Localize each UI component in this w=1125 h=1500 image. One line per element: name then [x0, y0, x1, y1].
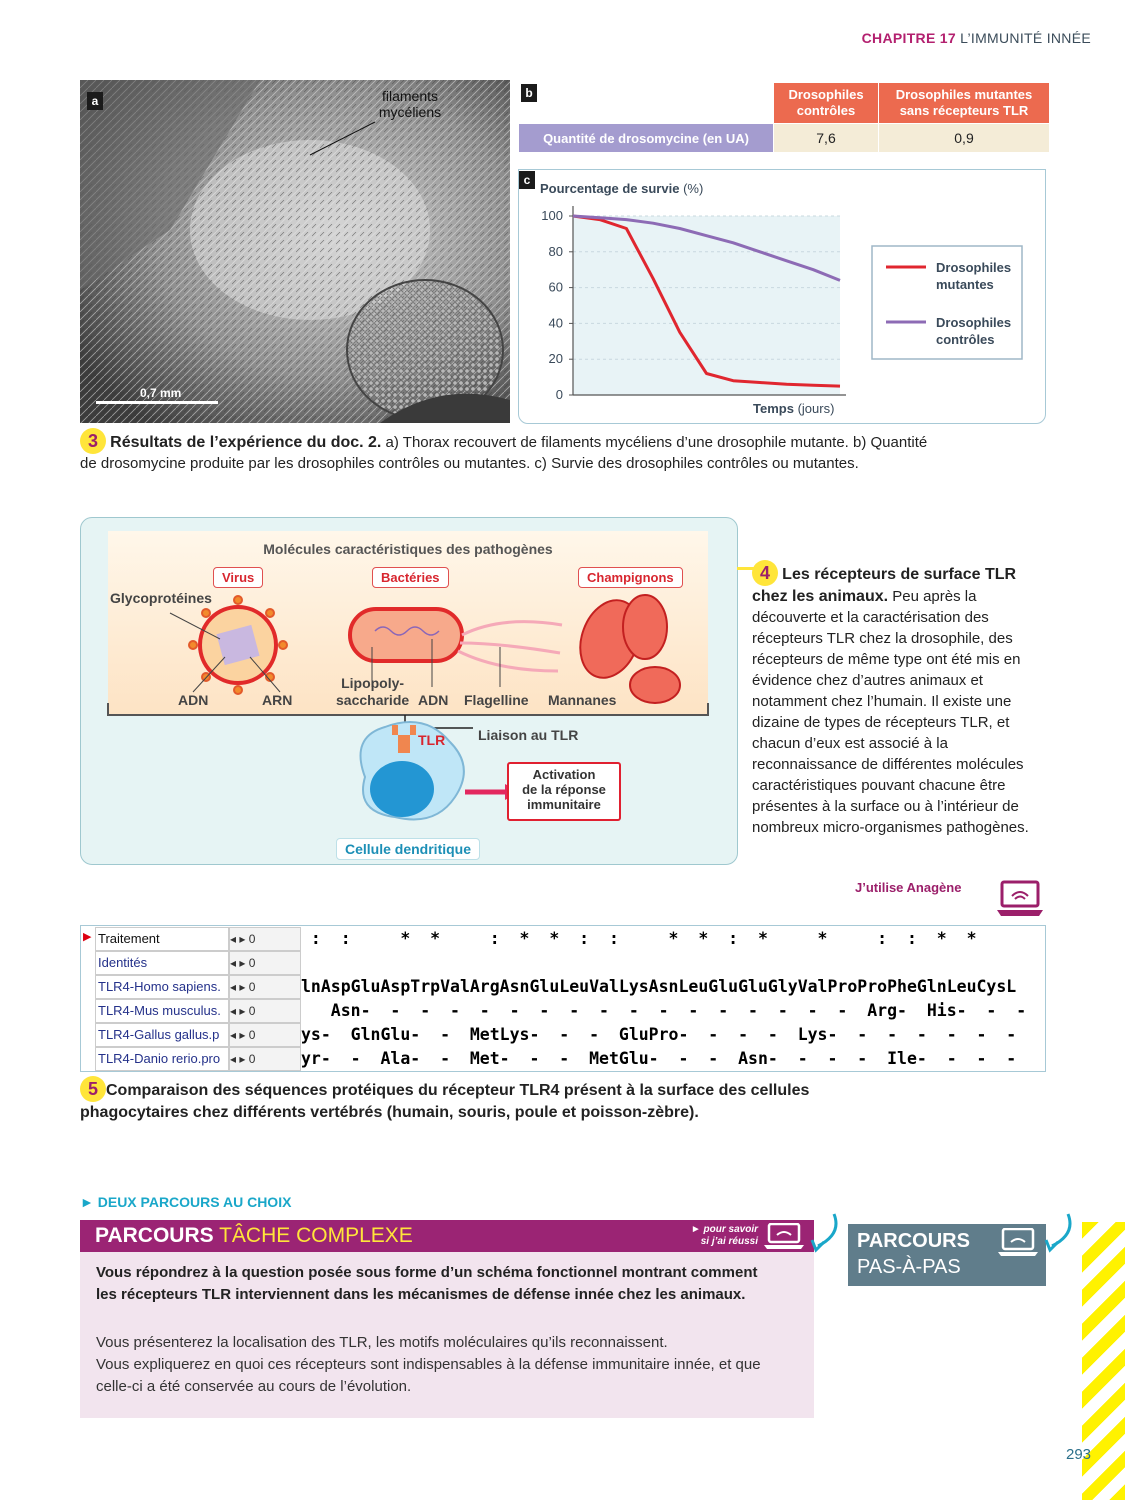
seq-control[interactable]: ◂ ▸ 0	[229, 975, 301, 999]
chart-xlabel	[753, 401, 834, 416]
tlr-label: TLR	[418, 732, 446, 748]
lps-line2: saccharide	[336, 692, 410, 708]
photo-label-line1: filaments	[381, 88, 439, 104]
seq-control-value: 0	[248, 1004, 256, 1018]
seq-text: Asn- - - - - - - - - - - - - - - - - Arg- His- - -	[301, 1001, 1027, 1020]
seq-row-gallus	[81, 1023, 1041, 1047]
parcours-complexe-body	[80, 1252, 814, 1418]
col2-line2: sans récepteurs TLR	[899, 103, 1029, 118]
pour-savoir[interactable]	[691, 1224, 758, 1248]
scale-label: 0,7 mm	[140, 386, 182, 400]
seq-control[interactable]: ◂ ▸ 0	[229, 951, 301, 975]
parcours-question: Vous répondrez à la question posée sous forme d’un schéma fonctionnel montrant comment les récepteurs TLR interviennent dans les mécanismes de défense innée chez les animaux.	[96, 1264, 758, 1303]
table-col-controles	[774, 83, 879, 124]
parcours-complexe-header	[80, 1220, 814, 1252]
pap-line2: PAS-À-PAS	[857, 1256, 961, 1278]
seq-row-identites	[81, 951, 1041, 975]
tache-complexe: TÂCHE COMPLEXE	[219, 1224, 413, 1247]
pour-savoir-l2: si j’ai réussi	[700, 1236, 758, 1247]
link-arrow-icon	[1040, 1210, 1076, 1254]
col2-line1: Drosophiles mutantes	[895, 87, 1033, 102]
dendritic-cell-label: Cellule dendritique	[336, 838, 480, 860]
seq-control-value: 0	[248, 1052, 256, 1066]
caption-5	[80, 1076, 1060, 1123]
seq-control[interactable]: ◂ ▸ 0	[229, 999, 301, 1023]
text-4-number: 4	[752, 560, 778, 586]
fungi-label: Champignons	[578, 567, 683, 588]
seq-name[interactable]: TLR4-Danio rerio.pro	[95, 1047, 229, 1071]
lps-line1: Lipopoly-	[341, 675, 405, 691]
sem-photo-drawing	[80, 80, 510, 423]
y-tick-label: 40	[548, 315, 563, 331]
fungi-icon	[570, 592, 680, 703]
seq-row-mus	[81, 999, 1041, 1023]
lps-label	[336, 675, 409, 709]
caption-3-title: Résultats de l’expérience du doc. 2.	[110, 434, 382, 451]
photo-label-pointer	[300, 120, 380, 160]
caption-5-number: 5	[80, 1076, 106, 1102]
legend-mutantes-l1: Drosophiles	[936, 260, 1012, 275]
table-value-controles: 7,6	[774, 124, 879, 153]
row-pointer-icon: ▶	[83, 931, 92, 943]
link-arrow-icon	[806, 1210, 842, 1254]
caption-3-number: 3	[80, 428, 106, 454]
flagelline-label: Flagelline	[464, 692, 529, 708]
pap-line1: PARCOURS	[857, 1230, 970, 1252]
chart-xlabel-unit: (jours)	[797, 401, 835, 416]
sem-photo	[80, 80, 510, 423]
photo-label	[370, 88, 450, 120]
text-4-heading: Les récepteurs de surface TLR chez les animaux.	[752, 566, 1017, 605]
seq-name[interactable]: TLR4-Homo sapiens.	[95, 975, 229, 999]
y-tick-label: 0	[555, 387, 563, 402]
table-row-label: Quantité de drosomycine (en UA)	[519, 124, 774, 153]
activation-box	[507, 762, 621, 821]
table-corner	[519, 83, 774, 124]
seq-control-value: 0	[248, 956, 256, 970]
adn-virus-label: ADN	[178, 692, 209, 708]
chart-plot-area	[541, 206, 846, 402]
seq-control-value: 0	[248, 980, 256, 994]
col1-line2: contrôles	[796, 103, 856, 118]
parcours-complexe-title	[95, 1224, 413, 1248]
legend-mutantes-l2: mutantes	[936, 277, 994, 292]
seq-control[interactable]: ◂ ▸ 0	[229, 1047, 301, 1071]
virus-icon	[170, 596, 287, 694]
mannanes-label: Mannanes	[548, 692, 617, 708]
parcours-detail2: Vous expliquerez en quoi ces récepteurs sont indispensables à la défense immunitaire innée, et que celle-ci a été conservée au cours de l’évolution.	[96, 1356, 761, 1395]
page-number: 293	[1066, 1446, 1092, 1463]
table-value-mutantes: 0,9	[879, 124, 1050, 153]
virus-label: Virus	[213, 567, 263, 588]
seq-control-value: 0	[248, 1028, 256, 1042]
chapter-number: CHAPITRE 17	[861, 30, 956, 46]
chart-ylabel-text: Pourcentage de survie	[540, 181, 680, 196]
scale-bar	[96, 401, 218, 404]
parcours-detail1: Vous présenterez la localisation des TLR, les motifs moléculaires qu’ils reconnaissent.	[96, 1334, 668, 1351]
parcours-choice: ► DEUX PARCOURS AU CHOIX	[80, 1194, 292, 1210]
chapter-title: L’IMMUNITÉ INNÉE	[960, 30, 1091, 46]
photo-label-line2: mycéliens	[378, 104, 442, 120]
liaison-label: Liaison au TLR	[478, 727, 579, 743]
laptop-icon	[997, 880, 1043, 918]
chart-ylabel	[540, 181, 703, 196]
seq-control[interactable]: ◂ ▸ 0	[229, 927, 301, 951]
parcours-details	[96, 1332, 796, 1398]
legend-controles-l1: Drosophiles	[936, 315, 1012, 330]
legend-controles-l2: contrôles	[936, 332, 995, 347]
chart-xlabel-text: Temps	[753, 401, 794, 416]
chart-tag: c	[519, 171, 535, 189]
parcours-word: PARCOURS	[95, 1224, 214, 1247]
table-tag: b	[521, 84, 537, 102]
photo-tag: a	[87, 92, 103, 110]
y-tick-label: 60	[548, 279, 563, 295]
seq-text: : : * * : * * : : * * : * * : : * *	[301, 929, 977, 948]
adn-bacteria-label: ADN	[418, 692, 449, 708]
seq-name[interactable]: Traitement	[95, 927, 229, 951]
activation-line1: Activation	[532, 767, 596, 782]
y-tick-label: 20	[548, 351, 563, 367]
parcours-pas-a-pas[interactable]	[848, 1224, 1046, 1286]
laptop-icon[interactable]	[998, 1228, 1038, 1256]
y-tick-label: 100	[541, 208, 563, 223]
seq-row-homo	[81, 975, 1041, 999]
seq-control-value: 0	[248, 932, 256, 946]
arn-label: ARN	[262, 692, 293, 708]
pathogen-title: Molécules caractéristiques des pathogènes	[263, 541, 553, 557]
anagene-label: J’utilise Anagène	[855, 880, 962, 895]
seq-name[interactable]: TLR4-Mus musculus.	[95, 999, 229, 1023]
bacteria-label: Bactéries	[372, 567, 449, 588]
caption-5-line1: Comparaison des séquences protéiques du récepteur TLR4 présent à la surface des cellules	[106, 1082, 810, 1099]
caption-3	[80, 428, 1060, 474]
seq-row-traitement	[81, 927, 1041, 951]
seq-name[interactable]: Identités	[95, 951, 229, 975]
seq-name[interactable]: TLR4-Gallus gallus.p	[95, 1023, 229, 1047]
caption-5-line2: phagocytaires chez différents vertébrés (humain, souris, poule et poisson-zèbre).	[80, 1104, 699, 1121]
laptop-icon[interactable]	[764, 1223, 804, 1249]
text-4-body: Peu après la découverte et la caractérisation des récepteurs TLR chez la drosophile, des récepteurs de même type ont été mis en évidence chez d’autres animaux et notamment chez l’humain. Il existe une dizaine de types de récepteurs TLR, et chacun d’eux est associé à la reconnaissance de différentes molécules caractéristiques pouvant chacune être présentes à la surface ou à l’intérieur de nombreux micro-organismes pathogènes.	[752, 588, 1029, 836]
drosomycine-table	[518, 82, 1050, 153]
caption-3-text1: a) Thorax recouvert de filaments mycéliens d’une drosophile mutante. b) Quantité	[381, 434, 928, 451]
seq-text: yr- - Ala- - Met- - - MetGlu- - - Asn- - - - Ile- - - -	[301, 1049, 1017, 1068]
chapter-header	[862, 30, 1091, 46]
seq-text: lnAspGluAspTrpValArgAsnGluLeuValLysAsnLeuGluGluGlyValProProPheGlnLeuCysL	[301, 977, 1017, 996]
survival-chart	[518, 169, 1044, 422]
col1-line1: Drosophiles	[788, 87, 864, 102]
seq-row-danio	[81, 1047, 1041, 1071]
seq-control[interactable]: ◂ ▸ 0	[229, 1023, 301, 1047]
activation-line2: de la réponse	[522, 782, 606, 797]
text-4	[752, 560, 1052, 838]
table-col-mutantes	[879, 83, 1050, 124]
dendritic-cell-icon	[361, 722, 464, 820]
seq-text: ys- GlnGlu- - MetLys- - - GluPro- - - - Lys- - - - - - -	[301, 1025, 1017, 1044]
y-tick-label: 80	[548, 243, 563, 259]
caption-3-text2: de drosomycine produite par les drosophiles contrôles ou mutantes. c) Survie des drosophiles contrôles ou mutantes.	[80, 455, 859, 472]
activation-line3: immunitaire	[527, 797, 601, 812]
glyco-label: Glycoprotéines	[110, 590, 212, 606]
pour-savoir-l1: ► pour savoir	[690, 1224, 758, 1235]
sequence-alignment	[80, 925, 1046, 1072]
chart-plot-bg	[573, 216, 840, 395]
chart-ylabel-unit: (%)	[683, 181, 704, 196]
